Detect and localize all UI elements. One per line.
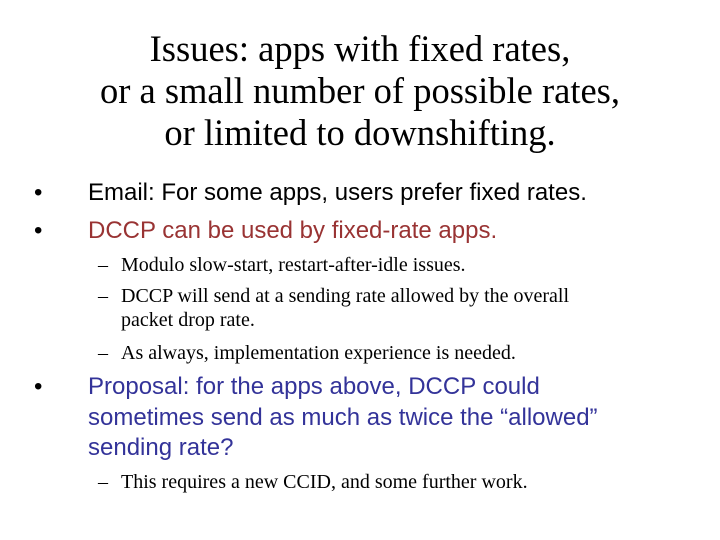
sub-bullet-send-rate-line-2: packet drop rate. [121, 309, 255, 331]
bullet-proposal-text [88, 372, 598, 464]
dash-mark: – [98, 254, 108, 276]
dash-mark: – [98, 285, 108, 307]
title-line-3: or limited to downshifting. [164, 112, 556, 153]
bullet-dccp-fixed-text: DCCP can be used by fixed-rate apps. [88, 217, 498, 244]
bullet-mark: • [34, 179, 43, 206]
bullet-mark: • [34, 373, 43, 400]
bullet-email-text: Email: For some apps, users prefer fixed rates. [88, 179, 587, 206]
proposal-part-2: DCCP could [408, 373, 540, 400]
sub-bullet-send-rate-text [121, 284, 569, 332]
proposal-part-1: Proposal: for the apps above, [88, 373, 402, 400]
bullet-mark: • [34, 217, 43, 244]
dash-mark: – [98, 471, 108, 493]
dash-mark: – [98, 342, 108, 364]
sub-bullet-modulo-text: Modulo slow-start, restart-after-idle issues. [121, 254, 466, 276]
bullet-proposal-line-2: sometimes send as much as twice the “allowed” [88, 403, 598, 431]
sub-bullet-send-rate-line-1: DCCP will send at a sending rate allowed by the overall [121, 285, 570, 307]
slide-title [0, 28, 720, 154]
title-line-2: or a small number of possible rates, [99, 70, 620, 111]
bullet-proposal-line-1 [88, 372, 598, 403]
sub-bullet-ccid-text: This requires a new CCID, and some further work. [121, 471, 528, 493]
sub-bullet-implementation-text: As always, implementation experience is needed. [121, 342, 516, 364]
bullet-proposal-line-3: sending rate? [88, 434, 234, 461]
title-line-1: Issues: apps with fixed rates, [149, 28, 571, 69]
